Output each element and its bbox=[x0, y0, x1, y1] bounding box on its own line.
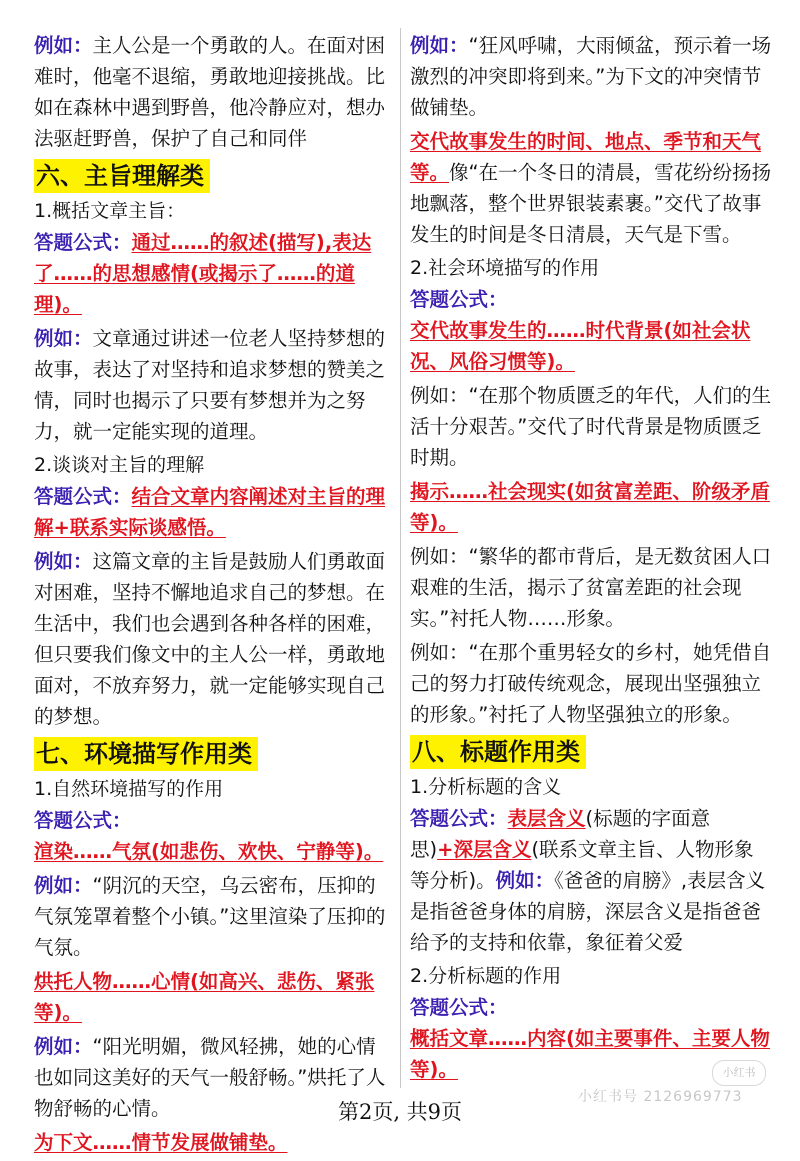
subheading: 1.分析标题的含义 bbox=[410, 776, 562, 798]
example-paragraph: 例如：“在那个重男轻女的乡村，她凭借自己的努力打破传统观念，展现出坚强独立的形象。”衬托了人物坚强独立的形象。 bbox=[410, 641, 772, 726]
formula-text: 概括文章……内容(如主要事件、主要人物等)。 bbox=[410, 1027, 770, 1081]
formula-text: +深层含义 bbox=[437, 838, 532, 861]
formula-paragraph bbox=[410, 803, 772, 958]
formula-text: 揭示……社会现实(如贫富差距、阶级矛盾等)。 bbox=[410, 480, 770, 534]
formula-note: (联系文章主旨、人物形象等分析)。 bbox=[410, 838, 754, 892]
right-column bbox=[410, 30, 772, 1088]
example-paragraph bbox=[34, 546, 394, 732]
example-label: 例如： bbox=[34, 34, 93, 57]
watermark-text: 小红书号 2126969773 bbox=[578, 1089, 743, 1105]
example-label: 例如： bbox=[410, 34, 469, 57]
formula-text: 表层含义 bbox=[507, 807, 586, 830]
formula-label: 答题公式： bbox=[410, 996, 508, 1019]
formula-text: 通过……的叙述(描写),表达了……的思想感情(或揭示了……的道理)。 bbox=[34, 231, 372, 316]
example-text: “狂风呼啸，大雨倾盆，预示着一场激烈的冲突即将到来。”为下文的冲突情节做铺垫。 bbox=[410, 34, 772, 119]
formula-label: 答题公式： bbox=[34, 485, 132, 508]
watermark-logo: 小红书 bbox=[712, 1060, 766, 1086]
formula-label: 答题公式： bbox=[410, 807, 508, 830]
formula-paragraph bbox=[34, 836, 394, 867]
example-paragraph bbox=[34, 870, 394, 963]
example-label: 例如： bbox=[34, 1035, 93, 1058]
formula-note: (标题的字面意思) bbox=[410, 807, 711, 861]
formula-paragraph bbox=[34, 966, 394, 1028]
example-text: “阳光明媚，微风轻拂，她的心情也如同这美好的天气一般舒畅。”烘托了人物舒畅的心情。 bbox=[34, 1035, 386, 1120]
example-label: 例如： bbox=[34, 327, 93, 350]
example-text: 文章通过讲述一位老人坚持梦想的故事，表达了对坚持和追求梦想的赞美之情，同时也揭示了只要有梦想并为之努力，就一定能实现的道理。 bbox=[34, 327, 386, 443]
section-heading-6: 六、主旨理解类 bbox=[34, 159, 210, 193]
example-label: 例如： bbox=[34, 874, 93, 897]
column-divider bbox=[400, 28, 401, 1088]
page-number-footer: 第2页, 共9页 bbox=[337, 1100, 463, 1124]
formula-text: 结合文章内容阐述对主旨的理解+联系实际谈感悟。 bbox=[34, 485, 386, 539]
formula-paragraph bbox=[410, 315, 772, 377]
example-paragraph bbox=[34, 30, 394, 154]
section-heading-8: 八、标题作用类 bbox=[410, 735, 586, 769]
left-column bbox=[34, 30, 394, 1161]
formula-text: 烘托人物……心情(如高兴、悲伤、紧张等)。 bbox=[34, 970, 375, 1024]
formula-text: 交代故事发生的时间、地点、季节和天气等。 bbox=[410, 130, 762, 184]
example-paragraph: 例如：“繁华的都市背后，是无数贫困人口艰难的生活，揭示了贫富差距的社会现实。”衬托人物……形象。 bbox=[410, 545, 772, 630]
example-label: 例如： bbox=[495, 869, 555, 892]
subheading: 2.社会环境描写的作用 bbox=[410, 257, 600, 279]
example-text: 这篇文章的主旨是鼓励人们勇敢面对困难，坚持不懈地追求自己的梦想。在生活中，我们也会遇到各种各样的困难，但只要我们像文中的主人公一样，勇敢地面对，不放弃努力，就一定能够实现自己的梦想。 bbox=[34, 550, 386, 728]
formula-paragraph bbox=[410, 476, 772, 538]
example-text: 《爸爸的肩膀》,表层含义是指爸爸身体的肩膀，深层含义是指爸爸给予的支持和依靠，象征着父爱 bbox=[410, 869, 766, 954]
formula-text: 交代故事发生的……时代背景(如社会状况、风俗习惯等)。 bbox=[410, 319, 751, 373]
example-text: 主人公是一个勇敢的人。在面对困难时，他毫不退缩，勇敢地迎接挑战。比如在森林中遇到野兽，他冷静应对，想办法驱赶野兽，保护了自己和同伴 bbox=[34, 34, 386, 150]
example-text: “阴沉的天空，乌云密布，压抑的气氛笼罩着整个小镇。”这里渲染了压抑的气氛。 bbox=[34, 874, 386, 959]
example-label: 例如： bbox=[34, 550, 93, 573]
formula-paragraph bbox=[34, 227, 394, 320]
example-paragraph: 例如：“在那个物质匮乏的年代，人们的生活十分艰苦。”交代了时代背景是物质匮乏时期。 bbox=[410, 384, 772, 469]
formula-label: 答题公式： bbox=[410, 288, 508, 311]
subheading: 2.分析标题的作用 bbox=[410, 965, 562, 987]
example-paragraph bbox=[410, 30, 772, 123]
formula-text: 为下文……情节发展做铺垫。 bbox=[34, 1131, 288, 1154]
subheading: 1.自然环境描写的作用 bbox=[34, 778, 224, 800]
example-paragraph bbox=[34, 323, 394, 447]
section-heading-7: 七、环境描写作用类 bbox=[34, 737, 258, 771]
example-text: 像“在一个冬日的清晨，雪花纷纷扬扬地飘落，整个世界银装素裹。”交代了故事发生的时间是冬日清晨，天气是下雪。 bbox=[410, 161, 772, 246]
subheading: 2.谈谈对主旨的理解 bbox=[34, 454, 205, 476]
formula-label: 答题公式： bbox=[34, 809, 132, 832]
formula-text: 渲染……气氛(如悲伤、欢快、宁静等)。 bbox=[34, 840, 384, 863]
formula-paragraph bbox=[410, 126, 772, 250]
formula-label: 答题公式： bbox=[34, 231, 132, 254]
subheading: 1.概括文章主旨： bbox=[34, 200, 186, 222]
formula-paragraph bbox=[34, 481, 394, 543]
